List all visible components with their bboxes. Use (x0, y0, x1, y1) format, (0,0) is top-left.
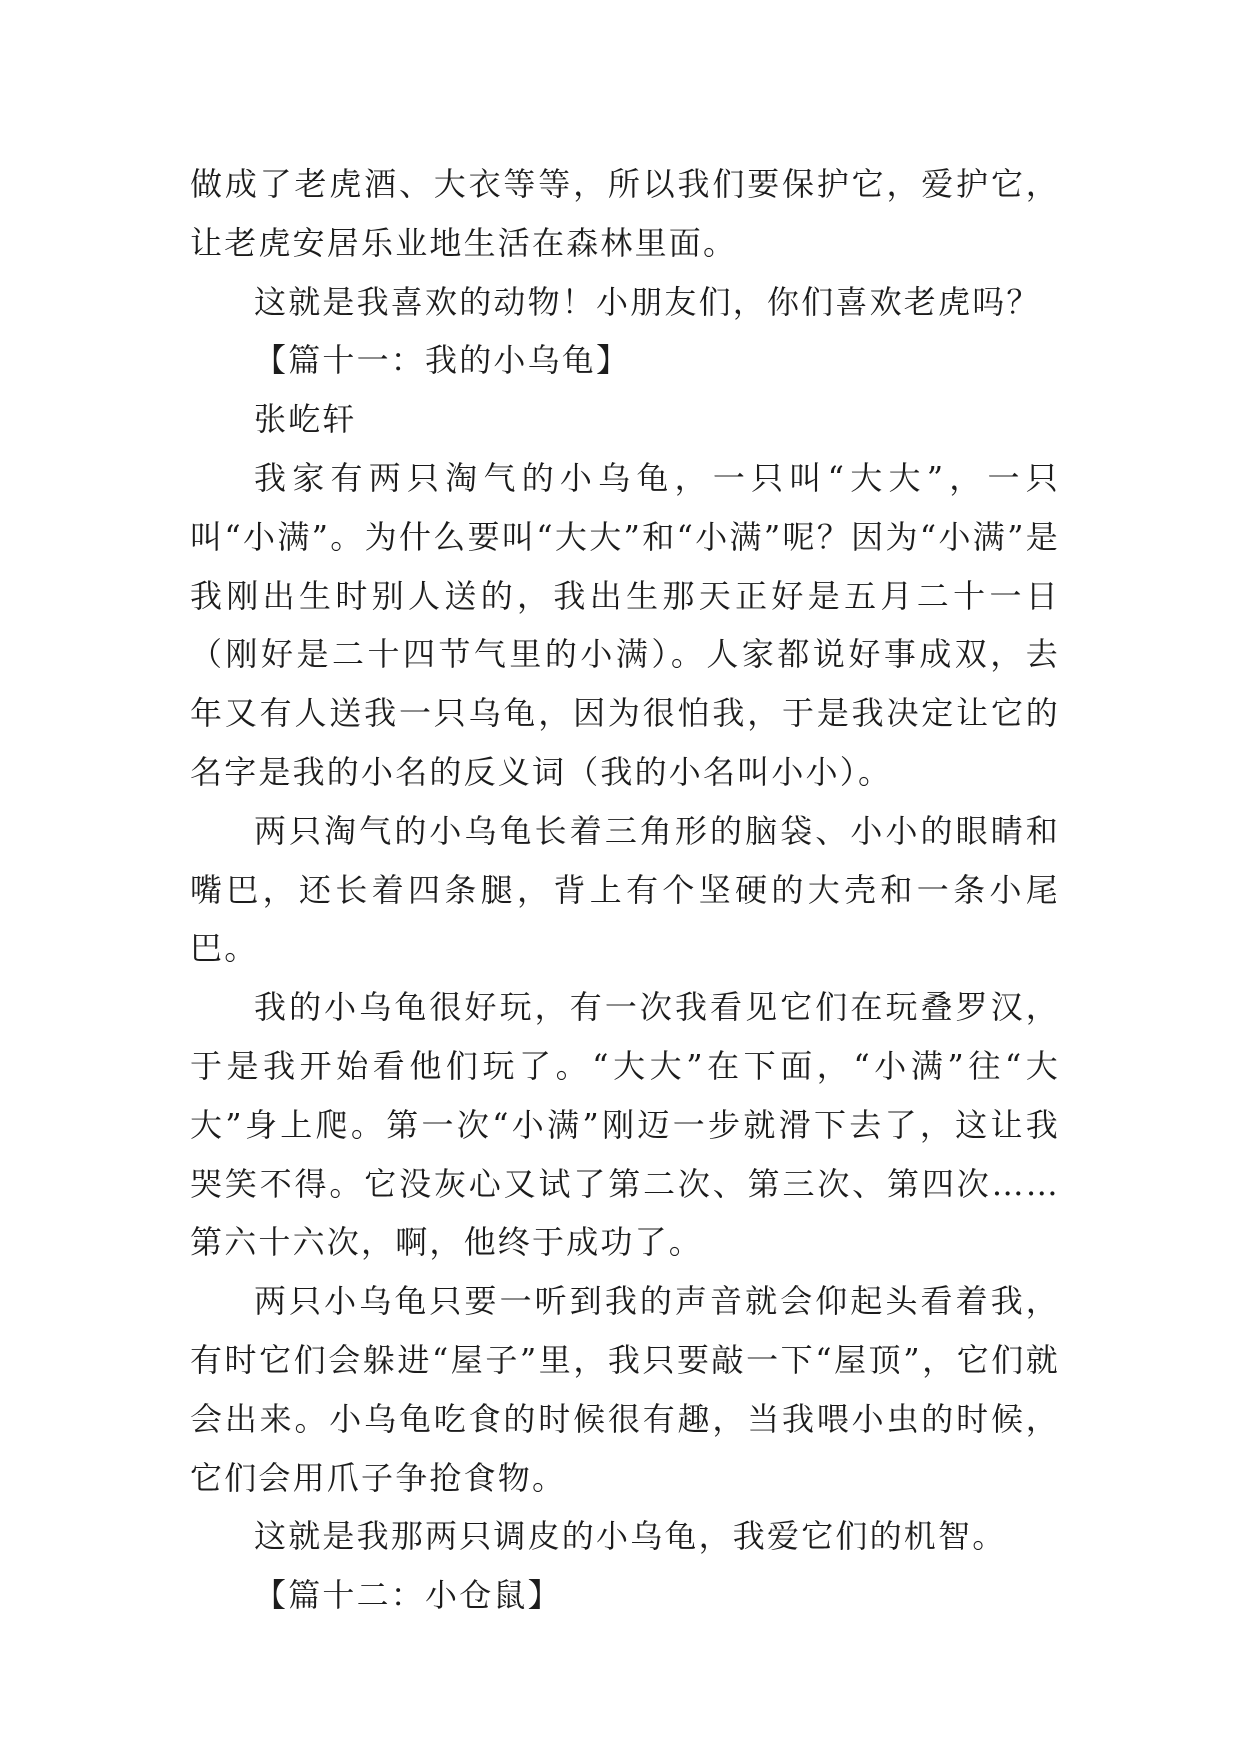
paragraph-turtle-conclusion: 这就是我那两只调皮的小乌龟，我爱它们的机智。 (254, 1517, 1007, 1556)
paragraph-turtle-stacking: 我的小乌龟很好玩，有一次我看见它们在玩叠罗汉，于是我开始看他们玩了。“大大”在下面，“小满”往“大大”身上爬。第一次“小满”刚迈一步就滑下去了，这让我哭笑不得。它没灰心又试了第二次、第三次、第四次……第六十六次，啊，他终于成功了。 (190, 988, 1060, 1262)
section-heading-12: 【篇十二：小仓鼠】 (254, 1576, 562, 1615)
section-heading-11: 【篇十一：我的小乌龟】 (254, 341, 631, 380)
body-text (190, 155, 1060, 1625)
paragraph-turtle-names: 我家有两只淘气的小乌龟，一只叫“大大”，一只叫“小满”。为什么要叫“大大”和“小满”呢？因为“小满”是我刚出生时别人送的，我出生那天正好是五月二十一日（刚好是二十四节气里的小满）。人家都说好事成双，去年又有人送我一只乌龟，因为很怕我，于是我决定让它的名字是我的小名的反义词（我的小名叫小小）。 (190, 458, 1060, 791)
paragraph-turtle-looks: 两只淘气的小乌龟长着三角形的脑袋、小小的眼睛和嘴巴，还长着四条腿，背上有个坚硬的大壳和一条小尾巴。 (190, 811, 1060, 968)
paragraph-turtle-behavior: 两只小乌龟只要一听到我的声音就会仰起头看着我，有时它们会躲进“屋子”里，我只要敲一下“屋顶”，它们就会出来。小乌龟吃食的时候很有趣，当我喂小虫的时候，它们会用爪子争抢食物。 (190, 1282, 1060, 1497)
paragraph-tiger-question: 这就是我喜欢的动物！小朋友们，你们喜欢老虎吗？ (254, 282, 1041, 321)
author-name: 张屹轩 (254, 400, 357, 439)
paragraph-tiger-ending: 做成了老虎酒、大衣等等，所以我们要保护它，爱护它，让老虎安居乐业地生活在森林里面。 (190, 165, 1060, 262)
